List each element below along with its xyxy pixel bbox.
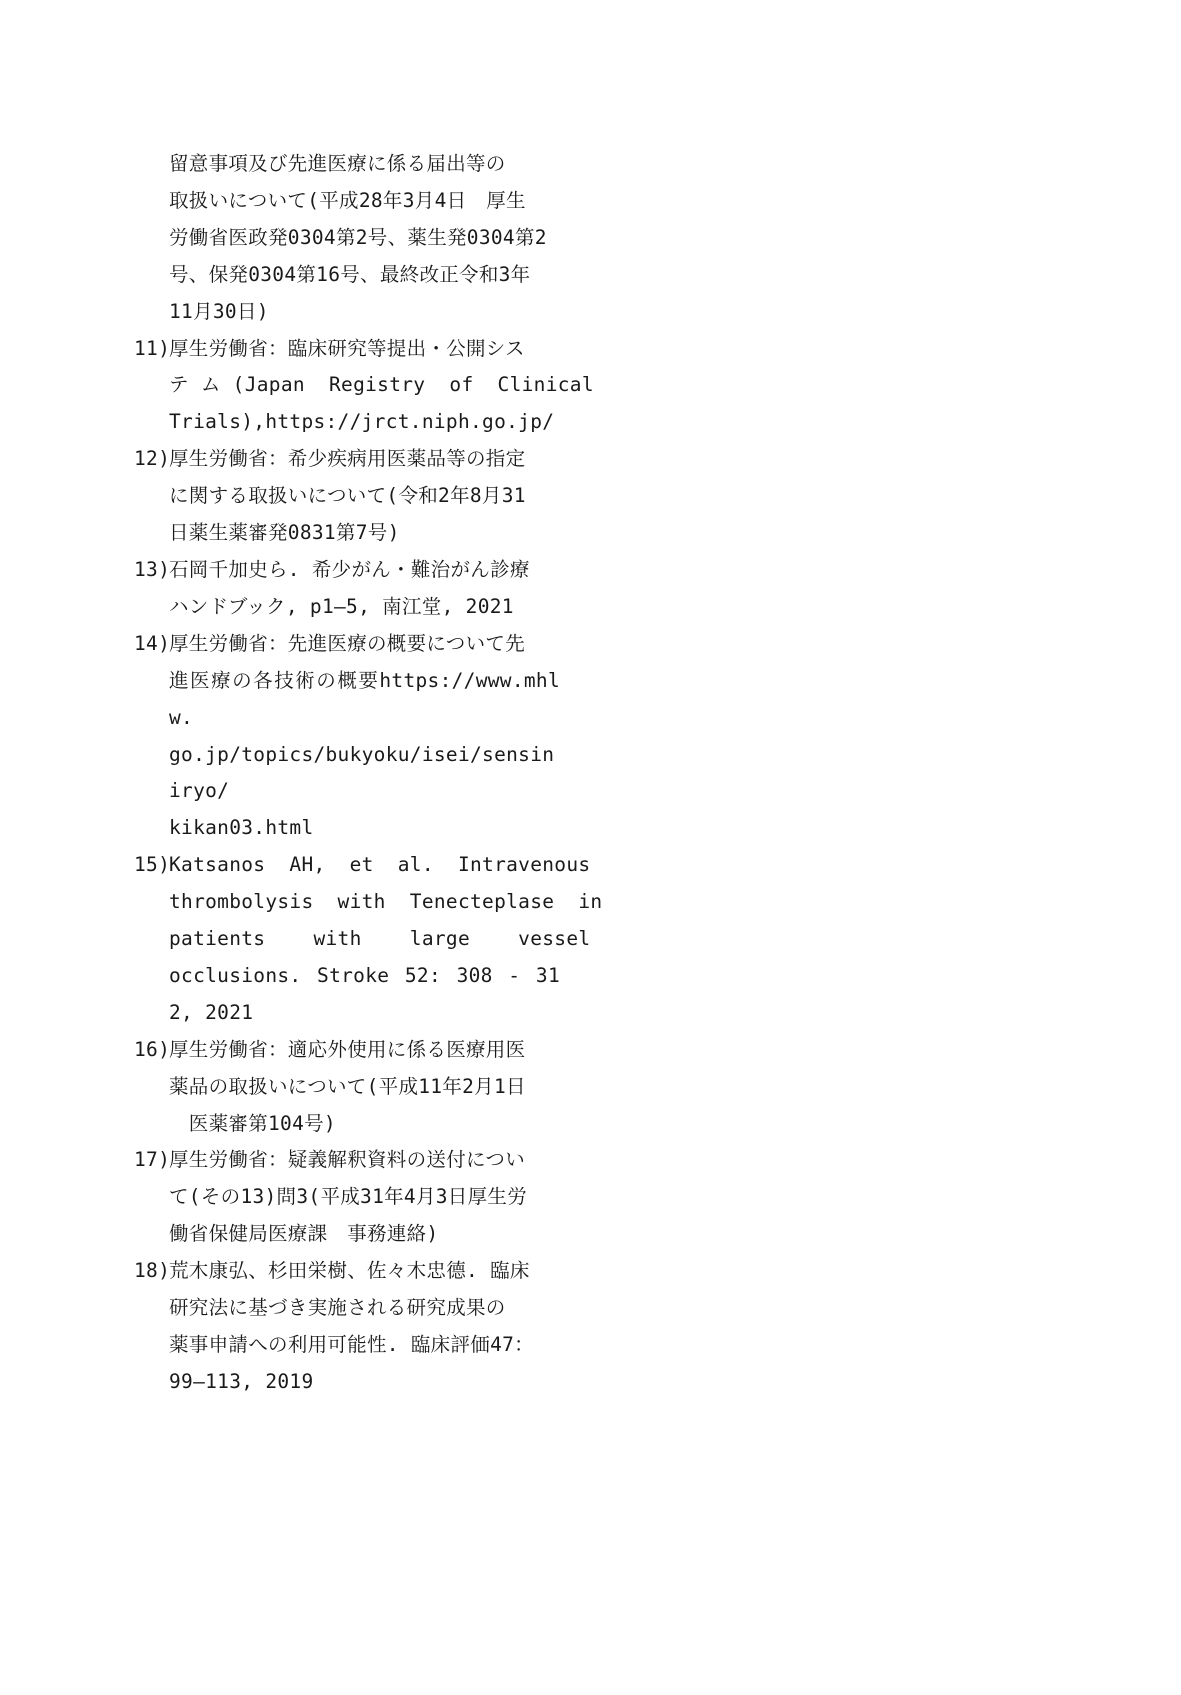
reference-line: 労働省医政発0304第2号、薬生発0304第2 [169, 225, 547, 249]
reference-line: 号、保発0304第16号、最終改正令和3年 [169, 262, 531, 286]
reference-line: 荒木康弘、杉田栄樹、佐々木忠德. 臨床 [169, 1259, 530, 1283]
reference-number: 11) [134, 336, 171, 360]
reference-text [169, 331, 594, 442]
reference-line: go.jp/topics/bukyoku/isei/sensiniryo/ [169, 742, 555, 803]
reference-line: occlusions. Stroke 52: 308 - 312, 2021 [169, 963, 560, 1024]
reference-line: 厚生労働省：臨床研究等提出・公開シス [169, 336, 525, 360]
reference-number: 16) [134, 1037, 171, 1061]
reference-text [169, 552, 560, 626]
reference-text [169, 847, 603, 1032]
reference-line: 薬事申請への利用可能性. 臨床評価47： [169, 1333, 534, 1356]
reference-line: 医薬審第104号) [169, 1111, 336, 1135]
reference-number: 17) [134, 1148, 171, 1172]
reference-text [169, 1032, 560, 1143]
reference-item-14 [134, 626, 560, 847]
reference-number: 12) [134, 447, 171, 471]
reference-item-13 [134, 552, 560, 626]
reference-line: 11月30日) [169, 299, 269, 323]
reference-line: て(その13)問3(平成31年4月3日厚生労 [169, 1185, 527, 1209]
reference-item-continued [134, 146, 560, 331]
reference-text [169, 1142, 560, 1253]
reference-line: 厚生労働省：希少疾病用医薬品等の指定 [169, 447, 526, 471]
reference-number: 14) [134, 631, 171, 655]
reference-line: 99―113, 2019 [169, 1369, 314, 1393]
reference-item-15 [134, 847, 603, 1032]
reference-line: 厚生労働省：疑義解釈資料の送付につい [169, 1148, 526, 1172]
reference-text [169, 441, 560, 552]
reference-list [134, 146, 603, 1401]
reference-item-18 [134, 1253, 560, 1401]
reference-line: 薬品の取扱いについて(平成11年2月1日 [169, 1074, 526, 1098]
reference-number: 13) [134, 557, 171, 581]
reference-line: 日薬生薬審発0831第7号) [169, 521, 400, 545]
reference-item-16 [134, 1032, 560, 1143]
reference-text [169, 1253, 560, 1401]
reference-line: ハンドブック, p1―5, 南江堂, 2021 [169, 594, 514, 618]
reference-line: Trials),https://jrct.niph.go.jp/ [169, 410, 555, 434]
reference-item-11 [134, 331, 594, 442]
reference-line: 取扱いについて(平成28年3月4日 厚生 [169, 188, 526, 212]
reference-number: 15) [134, 853, 171, 877]
reference-line: 石岡千加史ら. 希少がん・難治がん診療 [169, 557, 530, 581]
reference-number: 18) [134, 1259, 171, 1283]
reference-line: 進医療の各技術の概要https://www.mhlw. [169, 668, 560, 729]
reference-line: thrombolysis with Tenecteplase in [169, 890, 603, 914]
reference-line: 働省保健局医療課 事務連絡) [169, 1222, 439, 1246]
reference-item-12 [134, 441, 560, 552]
reference-line: 研究法に基づき実施される研究成果の [169, 1296, 506, 1320]
reference-line: 留意事項及び先進医療に係る届出等の [169, 152, 506, 175]
reference-item-17 [134, 1142, 560, 1253]
reference-line: 厚生労働省：先進医療の概要について先 [169, 631, 526, 655]
reference-text [169, 146, 560, 331]
reference-line: 厚生労働省：適応外使用に係る医療用医 [169, 1037, 526, 1061]
reference-line: テ ム (Japan Registry of Clinical [169, 373, 594, 397]
reference-line: に関する取扱いについて(令和2年8月31 [169, 484, 526, 508]
reference-text [169, 626, 560, 847]
reference-line: patients with large vessel [169, 927, 591, 951]
reference-line: Katsanos AH, et al. Intravenous [169, 853, 591, 877]
reference-line: kikan03.html [169, 816, 314, 840]
